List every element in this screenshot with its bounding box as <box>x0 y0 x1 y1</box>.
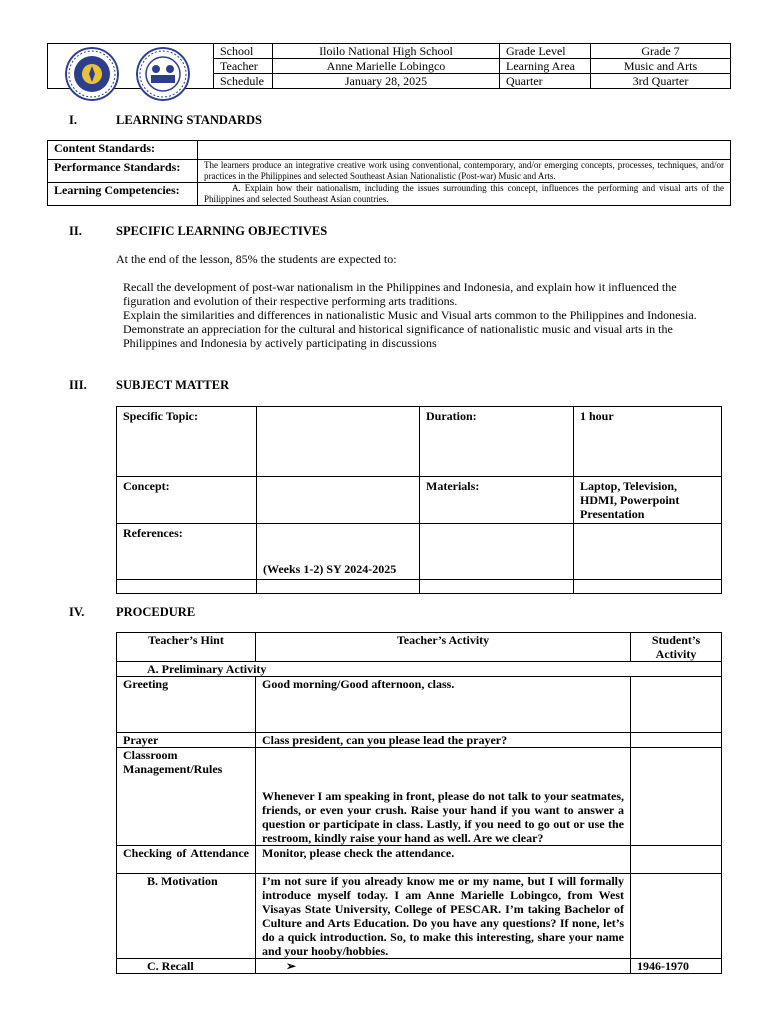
section-title: SUBJECT MATTER <box>116 378 230 392</box>
student-cell: 1946-1970 <box>631 959 722 974</box>
performance-standards-text: The learners produce an integrative creative work using conventional, contemporary, and/or emerging concepts, processes, techniques, and/or practices in the Philippines and selected Southeast Asian Nationalistic (Post-war) Music and Arts. <box>198 160 731 183</box>
subject-matter-table <box>116 406 722 594</box>
learning-area-label: Learning Area <box>500 59 591 74</box>
quarter-value: 3rd Quarter <box>591 74 731 89</box>
activity-cell: Whenever I am speaking in front, please do not talk to your seatmates, friends, or even your crush. Raise your hand if you want to answer a question or participate in class. Lastly, if you need to go out or use the restroom, kindly raise your hand as well. Are we clear? <box>256 748 631 846</box>
student-cell <box>631 677 722 733</box>
learning-standards-table <box>47 140 731 206</box>
concept-value <box>257 477 420 524</box>
duration-label: Duration: <box>420 407 574 477</box>
section-heading-objectives <box>69 224 327 239</box>
col-header-hint: Teacher’s Hint <box>117 633 256 662</box>
hint-cell: Greeting <box>117 677 256 733</box>
procedure-table <box>116 632 722 974</box>
teacher-value: Anne Marielle Lobingco <box>273 59 500 74</box>
table-row <box>117 677 722 733</box>
performance-standards-label: Performance Standards: <box>48 160 198 183</box>
school-value: Iloilo National High School <box>273 44 500 59</box>
references-empty-cell <box>574 524 722 580</box>
activity-cell: Good morning/Good afternoon, class. <box>256 677 631 733</box>
quarter-label: Quarter <box>500 74 591 89</box>
hint-cell: C. Recall <box>117 959 256 974</box>
materials-value: Laptop, Television, HDMI, Powerpoint Presentation <box>574 477 722 524</box>
school-header-table <box>47 43 731 89</box>
col-header-student: Student’s Activity <box>631 633 722 662</box>
school-label: School <box>214 44 273 59</box>
content-standards-text <box>198 141 731 160</box>
empty-cell <box>117 580 257 594</box>
table-row <box>117 846 722 874</box>
section-title: LEARNING STANDARDS <box>116 113 262 127</box>
objectives-intro: At the end of the lesson, 85% the students are expected to: <box>116 252 397 266</box>
hint-cell: Checking of Attendance <box>117 846 256 874</box>
student-cell <box>631 733 722 748</box>
section-heading-learning-standards <box>69 113 262 128</box>
student-cell <box>631 846 722 874</box>
student-cell <box>631 748 722 846</box>
section-number: IV. <box>69 605 85 619</box>
grade-level-value: Grade 7 <box>591 44 731 59</box>
duration-value: 1 hour <box>574 407 722 477</box>
section-number: III. <box>69 378 87 392</box>
learning-area-value: Music and Arts <box>591 59 731 74</box>
specific-topic-value <box>257 407 420 477</box>
teacher-label: Teacher <box>214 59 273 74</box>
table-row <box>117 959 722 974</box>
objectives-list <box>123 280 713 350</box>
preliminary-activity-row: A. Preliminary Activity <box>117 662 722 677</box>
col-header-activity: Teacher’s Activity <box>256 633 631 662</box>
learning-competencies-label: Learning Competencies: <box>48 183 198 206</box>
activity-cell: I’m not sure if you already know me or my name, but I will formally introduce myself today. I am Anne Marielle Lobingco, from West Visayas State University, College of PESCAR. I’m taking Bachelor of Culture and Arts Education. Do you have any questions? If none, let’s do a quick introduction. So, to make this interesting, share your name and your hooby/hobbies. <box>256 874 631 959</box>
school-seal-icon <box>136 47 190 101</box>
section-heading-procedure <box>69 605 195 620</box>
table-row <box>117 748 722 846</box>
objective-item: Explain the similarities and differences in nationalistic Music and Visual arts common to the Philippines and Indonesia. <box>123 308 697 322</box>
references-label: References: <box>117 524 257 580</box>
empty-cell <box>257 580 420 594</box>
logos-cell <box>48 44 214 89</box>
section-number: II. <box>69 224 82 238</box>
activity-cell: Monitor, please check the attendance. <box>256 846 631 874</box>
references-empty-cell <box>420 524 574 580</box>
learning-competencies-text: A. Explain how their nationalism, including the issues surrounding this concept, influences the performing and visual arts of the Philippines and selected Southeast Asian countries. <box>198 183 731 206</box>
schedule-value: January 28, 2025 <box>273 74 500 89</box>
activity-cell: Class president, can you please lead the prayer? <box>256 733 631 748</box>
empty-cell <box>574 580 722 594</box>
section-heading-subject-matter <box>69 378 229 393</box>
activity-cell: ➢ <box>256 959 631 974</box>
concept-label: Concept: <box>117 477 257 524</box>
objective-item: Demonstrate an appreciation for the cultural and historical significance of nationalistic music and visual arts in the Philippines and Indonesia by actively participating in discussions <box>123 322 673 350</box>
table-row <box>117 733 722 748</box>
references-value: (Weeks 1-2) SY 2024-2025 <box>257 524 420 580</box>
schedule-label: Schedule <box>214 74 273 89</box>
hint-cell: Classroom Management/Rules <box>117 748 256 846</box>
specific-topic-label: Specific Topic: <box>117 407 257 477</box>
objective-item: Recall the development of post-war nationalism in the Philippines and Indonesia, and explain how it influenced the figuration and evolution of their respective performing arts traditions. <box>123 280 677 308</box>
section-number: I. <box>69 113 77 127</box>
deped-seal-icon <box>65 47 119 101</box>
grade-level-label: Grade Level <box>500 44 591 59</box>
student-cell <box>631 874 722 959</box>
section-title: PROCEDURE <box>116 605 196 619</box>
content-standards-label: Content Standards: <box>48 141 198 160</box>
hint-cell: B. Motivation <box>117 874 256 959</box>
table-row <box>117 874 722 959</box>
empty-cell <box>420 580 574 594</box>
materials-label: Materials: <box>420 477 574 524</box>
section-title: SPECIFIC LEARNING OBJECTIVES <box>116 224 328 238</box>
hint-cell: Prayer <box>117 733 256 748</box>
